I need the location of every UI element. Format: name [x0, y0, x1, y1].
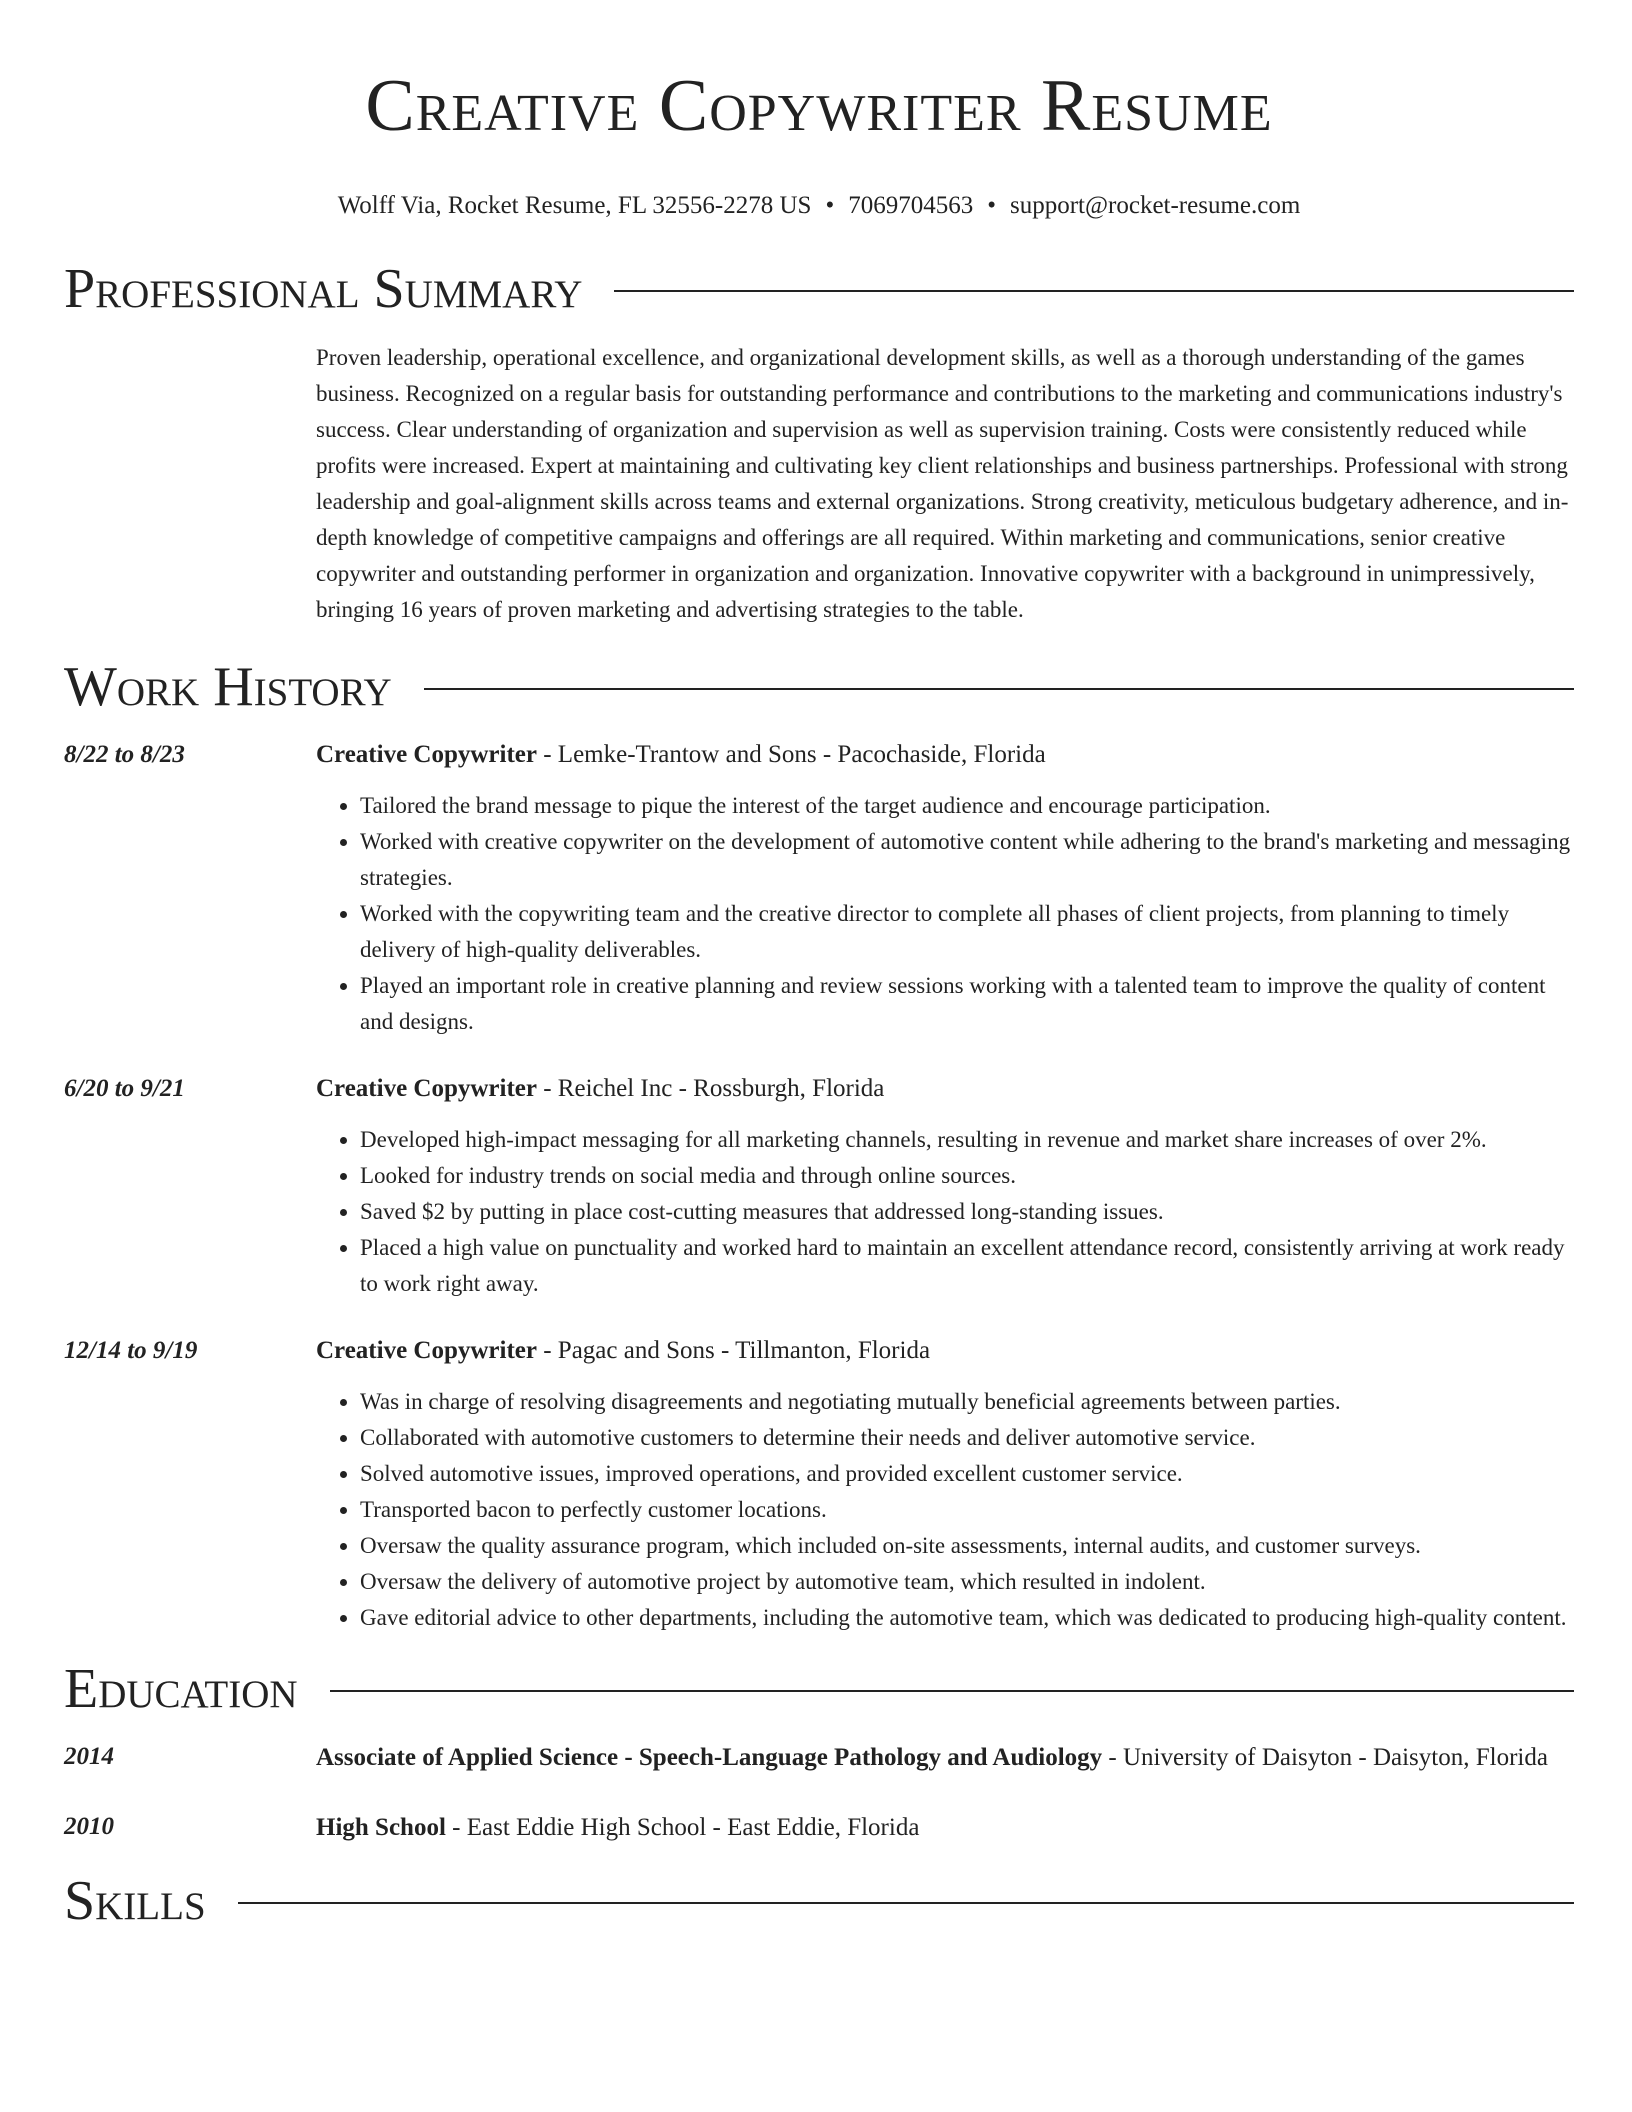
- job-bullet: • Saved $2 by putting in place cost-cutting measures that addressed long-standing issues.: [360, 1194, 1574, 1230]
- summary-text: Proven leadership, operational excellence, and organizational development skills, as well as a thorough understanding of the games business. Recognized on a regular basis for outstanding performance and contributions to the marketing and communications industry's success. Clear understanding of organization and supervision as well as supervision training. Costs were consistently reduced while profits were increased. Expert at maintaining and cultivating key client relationships and business partnerships. Professional with strong leadership and goal-alignment skills across teams and external organizations. Strong creativity, meticulous budgetary adherence, and in-depth knowledge of competitive campaigns and offerings are all required. Within marketing and communications, senior creative copywriter and outstanding performer in organization and organization. Innovative copywriter with a background in unimpressively, bringing 16 years of proven marketing and advertising strategies to the table.: [316, 345, 1569, 622]
- section-title-summary: Professional Summary: [64, 258, 583, 320]
- section-header-education: [64, 1658, 1574, 1720]
- contact-separator: •: [825, 192, 835, 219]
- education-heading: [316, 1738, 1574, 1778]
- section-header-skills: [64, 1870, 1574, 1932]
- job-bullet: • Transported bacon to perfectly customer locations.: [360, 1492, 1574, 1528]
- education-details: - East Eddie High School - East Eddie, Florida: [445, 1814, 920, 1841]
- job-title: Creative Copywriter: [316, 1337, 537, 1364]
- job-details: - Reichel Inc - Rossburgh, Florida: [536, 1075, 885, 1102]
- job-bullet: • Oversaw the delivery of automotive project by automotive team, which resulted in indolent.: [360, 1564, 1574, 1600]
- education-degree: Associate of Applied Science - Speech-Language Pathology and Audiology: [316, 1744, 1103, 1771]
- job-heading: [316, 1332, 1574, 1370]
- section-header-work-history: [64, 656, 1574, 718]
- resume-page: [64, 0, 1574, 1932]
- job-bullet: • Developed high-impact messaging for all marketing channels, resulting in revenue and market share increases of over 2%.: [360, 1122, 1574, 1158]
- job-bullet: • Solved automotive issues, improved operations, and provided excellent customer service.: [360, 1456, 1574, 1492]
- section-header-summary: [64, 258, 1574, 320]
- job-bullet: • Worked with creative copywriter on the development of automotive content while adhering to the brand's marketing and messaging strategies.: [360, 824, 1574, 896]
- job-bullet: • Looked for industry trends on social media and through online sources.: [360, 1158, 1574, 1194]
- education-heading: [316, 1808, 1574, 1848]
- resume-title: Creative Copywriter Resume: [365, 65, 1273, 147]
- job-bullet: • Oversaw the quality assurance program, which included on-site assessments, internal audits, and customer surveys.: [360, 1528, 1574, 1564]
- job-dates: 8/22 to 8/23: [64, 741, 185, 768]
- section-rule: [614, 290, 1574, 292]
- job-heading: [316, 1070, 1574, 1108]
- section-rule: [238, 1902, 1574, 1904]
- job-details: - Lemke-Trantow and Sons - Pacochaside, Florida: [536, 741, 1046, 768]
- education-details: - University of Daisyton - Daisyton, Florida: [1102, 1744, 1548, 1771]
- education-entry: [64, 1738, 1574, 1778]
- education-year: 2010: [64, 1813, 114, 1840]
- contact-email: support@rocket-resume.com: [1010, 192, 1301, 219]
- contact-line: [64, 190, 1574, 222]
- contact-address: Wolff Via, Rocket Resume, FL 32556-2278 US: [337, 192, 812, 219]
- section-title-work-history: Work History: [64, 656, 392, 718]
- section-title-skills: Skills: [64, 1870, 206, 1932]
- job-dates: 6/20 to 9/21: [64, 1075, 185, 1102]
- education-degree: High School: [316, 1814, 446, 1841]
- job-bullet: • Collaborated with automotive customers to determine their needs and deliver automotive service.: [360, 1420, 1574, 1456]
- job-bullet: • Worked with the copywriting team and the creative director to complete all phases of client projects, from planning to timely delivery of high-quality deliverables.: [360, 896, 1574, 968]
- job-bullets: [316, 1122, 1574, 1302]
- job-bullet: • Placed a high value on punctuality and worked hard to maintain an excellent attendance record, consistently arriving at work ready to work right away.: [360, 1230, 1574, 1302]
- section-title-education: Education: [64, 1658, 298, 1720]
- contact-phone: 7069704563: [848, 192, 974, 219]
- education-entry: [64, 1808, 1574, 1848]
- job-bullet: • Was in charge of resolving disagreements and negotiating mutually beneficial agreements between parties.: [360, 1384, 1574, 1420]
- job-title: Creative Copywriter: [316, 1075, 537, 1102]
- job-heading: [316, 736, 1574, 774]
- job-bullets: [316, 788, 1574, 1040]
- job-entry: [64, 1070, 1574, 1302]
- job-entry: [64, 736, 1574, 1040]
- job-title: Creative Copywriter: [316, 741, 537, 768]
- contact-separator: •: [987, 192, 996, 219]
- job-dates: 12/14 to 9/19: [64, 1337, 198, 1364]
- job-details: - Pagac and Sons - Tillmanton, Florida: [536, 1337, 931, 1364]
- job-entry: [64, 1332, 1574, 1636]
- job-bullet: • Tailored the brand message to pique the interest of the target audience and encourage participation.: [360, 788, 1574, 824]
- education-year: 2014: [64, 1743, 114, 1770]
- job-bullets: [316, 1384, 1574, 1636]
- section-rule: [424, 688, 1574, 690]
- section-rule: [330, 1690, 1574, 1692]
- job-bullet: • Gave editorial advice to other departments, including the automotive team, which was dedicated to producing high-quality content.: [360, 1600, 1574, 1636]
- job-bullet: • Played an important role in creative planning and review sessions working with a talented team to improve the quality of content and designs.: [360, 968, 1574, 1040]
